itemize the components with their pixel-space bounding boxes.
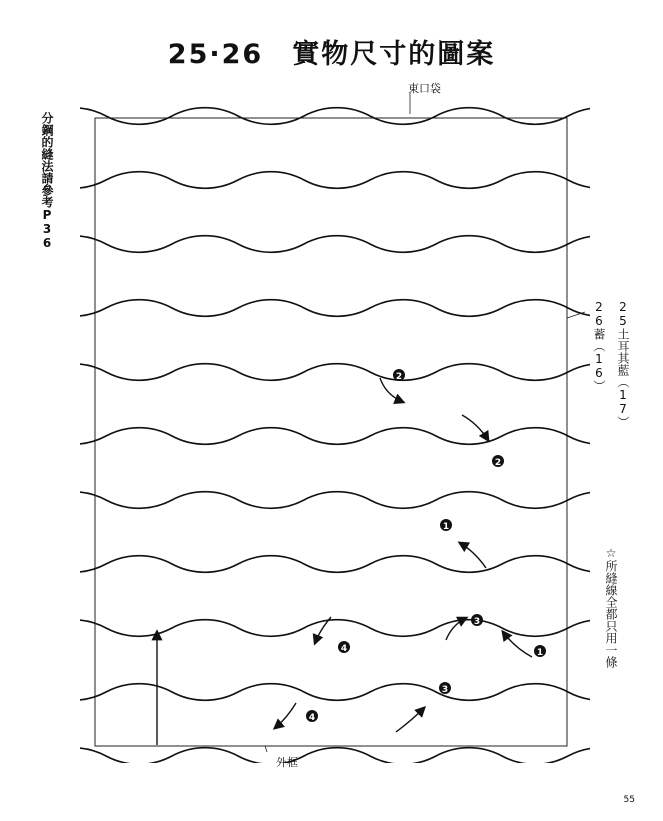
svg-text:4: 4 [340,644,348,654]
wave-row-1 [0,44,663,61]
wave-row-12 [0,748,663,765]
svg-text:2: 2 [395,372,403,382]
marker-4a [338,641,350,654]
svg-text:3: 3 [441,685,449,695]
wave-row-9 [0,556,663,573]
numbered-markers [306,369,546,723]
sewing-note: ☆所縫線全都只用一條 [604,546,618,668]
wave-row-10 [0,620,663,637]
wave-row-2 [0,108,663,125]
svg-text:2: 2 [494,458,502,468]
svg-text:4: 4 [308,713,316,723]
right-leader-line [567,312,585,318]
top-label: 東口袋 [408,82,441,95]
wave-row-4 [0,236,663,253]
arrow-2b [462,415,488,440]
marker-3a [471,614,483,627]
wave-row-6 [0,364,663,381]
arrow-1a [460,543,486,568]
outer-frame [95,118,567,746]
marker-1a [440,519,452,532]
marker-2b [492,455,504,468]
side-note: 分鋼的縫法請參考P36 [40,112,54,250]
page-title: 25·26 實物尺寸的圖案 [167,39,496,70]
wave-row-5 [0,300,663,317]
svg-text:1: 1 [442,522,450,532]
wave-row-7 [0,428,663,445]
marker-4b [306,710,318,723]
color-label-25: 25土耳其藍（17） [616,300,630,428]
wave-row-11 [0,684,663,701]
arrow-4b [275,703,296,728]
bottom-label: 外框 [276,756,298,769]
wave-pattern [0,44,663,765]
wave-row-3 [0,172,663,189]
svg-text:3: 3 [473,617,481,627]
arrow-3b [396,708,424,732]
wave-row-8 [0,492,663,509]
marker-1b [534,645,546,658]
bottom-leader-line [265,746,267,752]
svg-text:1: 1 [536,648,544,658]
color-label-26: 26蓄（16） [592,300,606,392]
marker-3b [439,682,451,695]
page-number: 55 [623,795,635,805]
